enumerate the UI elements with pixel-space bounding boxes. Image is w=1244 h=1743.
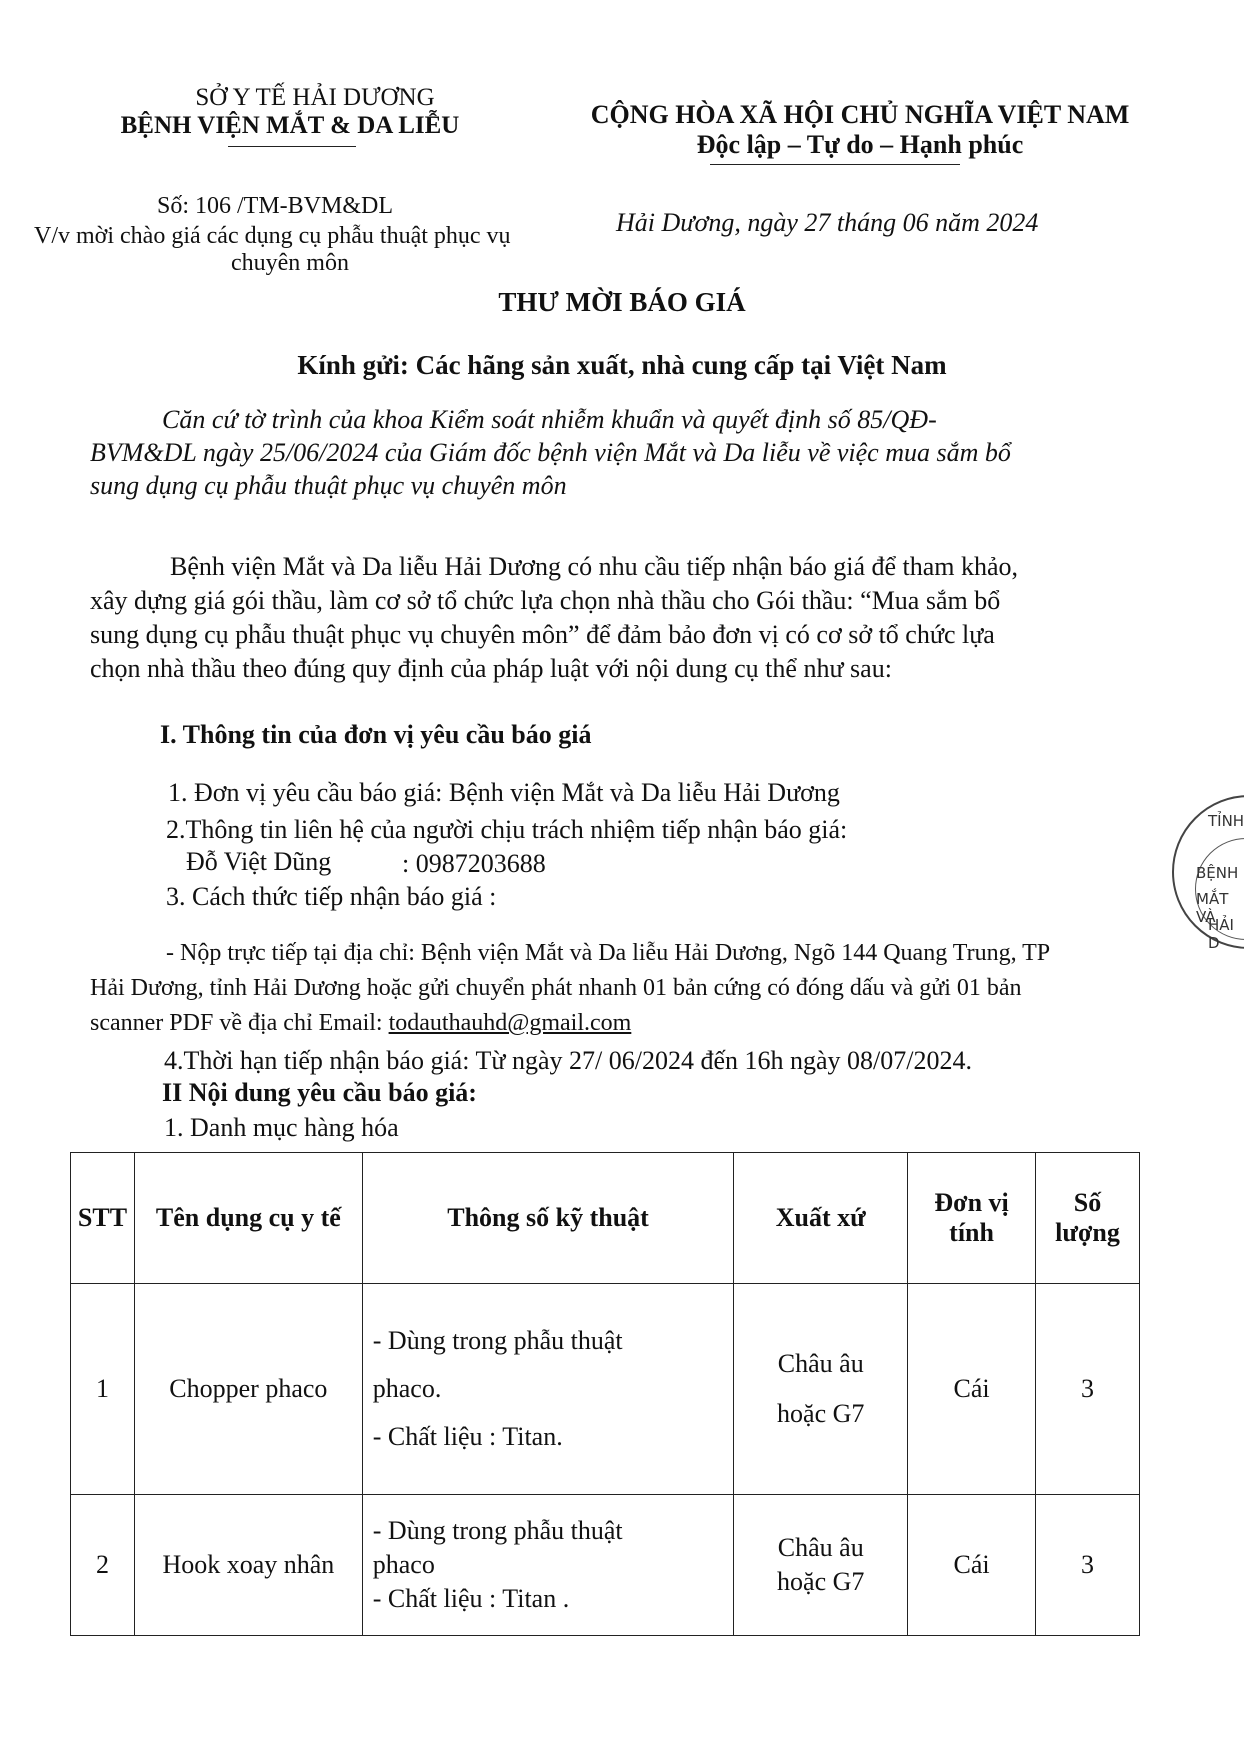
col-header-name: Tên dụng cụ y tế bbox=[134, 1153, 362, 1284]
page-title: THƯ MỜI BÁO GIÁ bbox=[498, 287, 746, 317]
section1-item3: 3. Cách thức tiếp nhận báo giá : bbox=[166, 882, 497, 911]
cell-origin bbox=[734, 1495, 908, 1636]
table-header-row bbox=[71, 1153, 1140, 1284]
section1-item4: 4.Thời hạn tiếp nhận báo giá: Từ ngày 27/ 06/2024 đến 16h ngày 08/07/2024. bbox=[164, 1046, 972, 1075]
col-header-qty-l1: Số bbox=[1073, 1188, 1102, 1217]
section2-item1: 1. Danh mục hàng hóa bbox=[164, 1113, 399, 1142]
intro-line: Bệnh viện Mắt và Da liễu Hải Dương có nhu cầu tiếp nhận báo giá để tham khảo, bbox=[170, 552, 1019, 581]
stamp-text: HẢI D bbox=[1208, 916, 1234, 952]
agency-line1: SỞ Y TẾ HẢI DƯƠNG bbox=[195, 84, 435, 111]
cell-stt: 2 bbox=[71, 1495, 135, 1636]
contact-name: Đỗ Việt Dũng bbox=[186, 847, 332, 876]
submit-line: - Nộp trực tiếp tại địa chỉ: Bệnh viện Mắt và Da liễu Hải Dương, Ngõ 144 Quang Trung, TP bbox=[166, 940, 1051, 966]
col-header-unit-l2: tính bbox=[949, 1218, 994, 1247]
intro-line: chọn nhà thầu theo đúng quy định của pháp luật với nội dung cụ thể như sau: bbox=[90, 654, 892, 683]
spec-line: - Dùng trong phẫu thuật bbox=[372, 1516, 623, 1545]
stamp-text: MẮT VÀ bbox=[1196, 890, 1229, 926]
spec-line: - Chất liệu : Titan. bbox=[372, 1422, 563, 1451]
spec-line: phaco bbox=[372, 1550, 435, 1579]
stamp-text-top: TỈNH bbox=[1208, 812, 1244, 830]
intro-line: xây dựng giá gói thầu, làm cơ sở tổ chức lựa chọn nhà thầu cho Gói thầu: “Mua sắm bổ bbox=[90, 586, 1001, 615]
motto-underline bbox=[710, 164, 960, 165]
cell-qty: 3 bbox=[1036, 1495, 1140, 1636]
agency-underline bbox=[228, 146, 356, 147]
cell-stt: 1 bbox=[71, 1284, 135, 1495]
subject-line2: chuyên môn bbox=[231, 250, 349, 276]
spec-line: - Dùng trong phẫu thuật bbox=[372, 1326, 623, 1355]
table-row bbox=[71, 1284, 1140, 1495]
cell-qty: 3 bbox=[1036, 1284, 1140, 1495]
basis-paragraph bbox=[90, 403, 1170, 502]
origin-line: Châu âu bbox=[777, 1349, 864, 1378]
doc-number: Số: 106 /TM-BVM&DL bbox=[156, 193, 393, 219]
cell-spec bbox=[362, 1495, 734, 1636]
col-header-spec: Thông số kỹ thuật bbox=[362, 1153, 734, 1284]
cell-name: Hook xoay nhân bbox=[134, 1495, 362, 1636]
submit-line bbox=[90, 1006, 1150, 1041]
section2-heading: II Nội dung yêu cầu báo giá: bbox=[162, 1078, 477, 1107]
col-header-qty-l2: lượng bbox=[1055, 1218, 1120, 1247]
basis-line: BVM&DL ngày 25/06/2024 của Giám đốc bệnh viện Mắt và Da liễu về việc mua sắm bổ bbox=[90, 438, 1011, 467]
cell-name: Chopper phaco bbox=[134, 1284, 362, 1495]
section1-item2: 2.Thông tin liên hệ của người chịu trách nhiệm tiếp nhận báo giá: bbox=[166, 815, 848, 844]
basis-line: Căn cứ tờ trình của khoa Kiểm soát nhiễm khuẩn và quyết định số 85/QĐ- bbox=[162, 405, 937, 434]
spec-line: - Chất liệu : Titan . bbox=[372, 1584, 570, 1613]
agency-line2: BỆNH VIỆN MẮT & DA LIỄU bbox=[120, 112, 460, 139]
contact-phone: : 0987203688 bbox=[402, 849, 546, 878]
col-header-unit bbox=[908, 1153, 1036, 1284]
intro-paragraph bbox=[90, 550, 1170, 686]
cell-unit: Cái bbox=[908, 1495, 1036, 1636]
country-line2 bbox=[560, 130, 1160, 160]
stamp-text: BỆNH bbox=[1196, 864, 1239, 882]
email-prefix: scanner PDF về địa chỉ Email: bbox=[90, 1010, 389, 1036]
cell-spec bbox=[362, 1284, 734, 1495]
col-header-unit-l1: Đơn vị bbox=[934, 1188, 1009, 1217]
country-line1: CỘNG HÒA XÃ HỘI CHỦ NGHĨA VIỆT NAM bbox=[590, 100, 1130, 129]
place-date: Hải Dương, ngày 27 tháng 06 năm 2024 bbox=[616, 208, 1039, 237]
subject-line1: V/v mời chào giá các dụng cụ phẫu thuật phục vụ bbox=[34, 223, 511, 249]
recipient: Kính gửi: Các hãng sản xuất, nhà cung cấp tại Việt Nam bbox=[297, 350, 947, 380]
cell-unit: Cái bbox=[908, 1284, 1036, 1495]
goods-table bbox=[70, 1152, 1140, 1636]
origin-line: hoặc G7 bbox=[777, 1567, 865, 1596]
section1-heading: I. Thông tin của đơn vị yêu cầu báo giá bbox=[160, 720, 592, 749]
submit-paragraph bbox=[90, 936, 1150, 1041]
cell-origin bbox=[734, 1284, 908, 1495]
basis-line: sung dụng cụ phẫu thuật phục vụ chuyên môn bbox=[90, 471, 567, 500]
email-link[interactable]: todauthauhd@gmail.com bbox=[388, 1010, 632, 1036]
table-row bbox=[71, 1495, 1140, 1636]
intro-line: sung dụng cụ phẫu thuật phục vụ chuyên môn” để đảm bảo đơn vị có cơ sở tổ chức lựa bbox=[90, 620, 995, 649]
col-header-qty bbox=[1036, 1153, 1140, 1284]
col-header-origin: Xuất xứ bbox=[734, 1153, 908, 1284]
motto: Độc lập – Tự do – Hạnh phúc bbox=[696, 130, 1024, 159]
origin-line: hoặc G7 bbox=[777, 1399, 865, 1428]
origin-line: Châu âu bbox=[777, 1533, 864, 1562]
col-header-stt: STT bbox=[71, 1153, 135, 1284]
submit-line: Hải Dương, tỉnh Hải Dương hoặc gửi chuyển phát nhanh 01 bản cứng có đóng dấu và gửi 01 bản bbox=[90, 975, 1022, 1001]
section1-item1: 1. Đơn vị yêu cầu báo giá: Bệnh viện Mắt và Da liễu Hải Dương bbox=[168, 778, 840, 807]
spec-line: phaco. bbox=[372, 1374, 442, 1403]
